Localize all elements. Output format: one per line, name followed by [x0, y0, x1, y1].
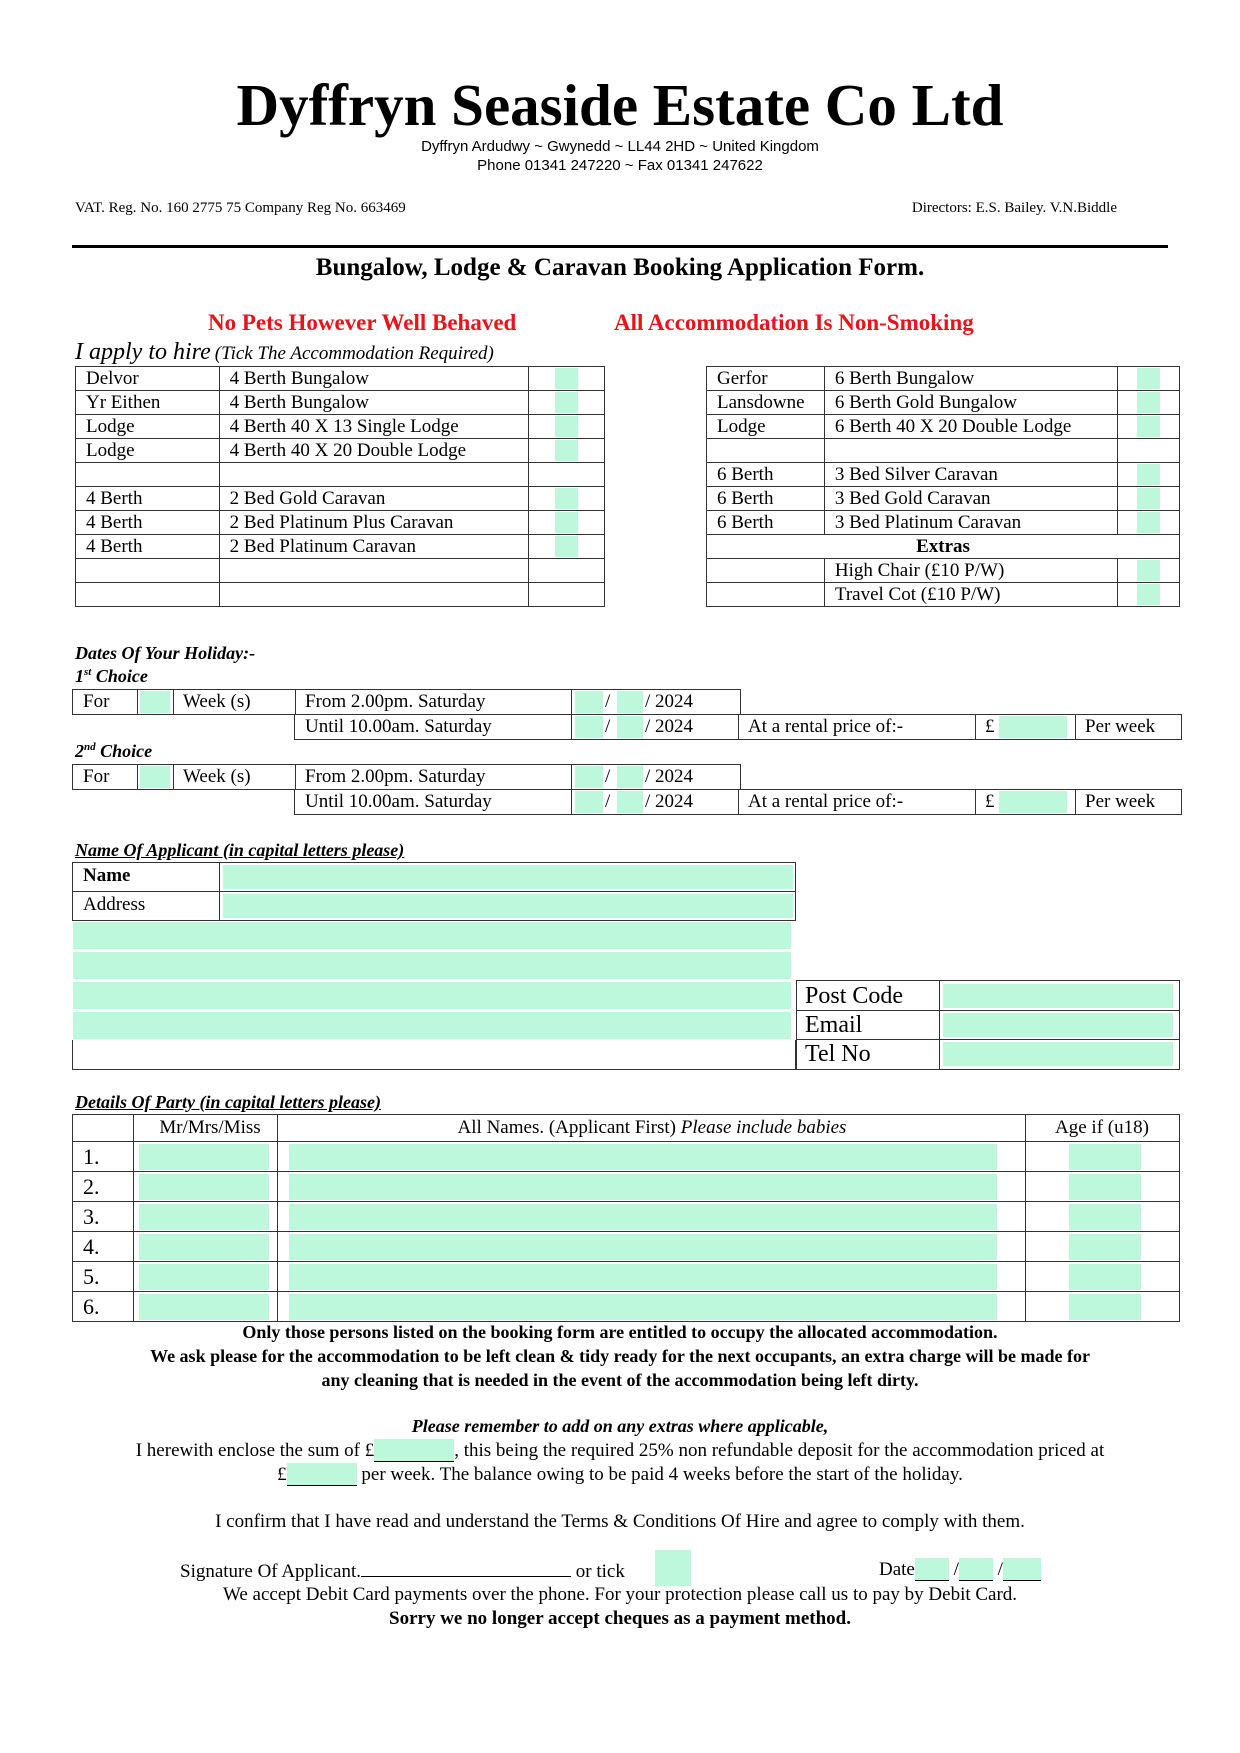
- debit-note: We accept Debit Card payments over the phone. For your protection please call us to pay by Debit Card.: [222, 1584, 1018, 1605]
- accommodation-type: [219, 583, 529, 607]
- accommodation-type: 4 Berth 40 X 13 Single Lodge: [219, 415, 529, 439]
- until-year: / 2024: [645, 716, 694, 737]
- price-amount-field[interactable]: [287, 1463, 357, 1486]
- accommodation-name: Gerfor: [707, 367, 825, 391]
- date-month-field[interactable]: [959, 1558, 993, 1581]
- party-title-field[interactable]: [139, 1294, 269, 1320]
- company-phone: Phone 01341 247220 ~ Fax 01341 247622: [477, 157, 763, 174]
- per-week-label: Per week: [1085, 791, 1156, 812]
- email-label: Email: [805, 1012, 863, 1038]
- party-name-field[interactable]: [289, 1234, 997, 1260]
- accommodation-row: [76, 439, 605, 463]
- party-age-field[interactable]: [1069, 1204, 1141, 1230]
- email-field[interactable]: [943, 1013, 1173, 1037]
- tick-cell[interactable]: [1118, 487, 1180, 511]
- postcode-label: Post Code: [805, 983, 904, 1009]
- party-row-number: 1.: [83, 1144, 100, 1169]
- party-age-field[interactable]: [1069, 1234, 1141, 1260]
- party-age-field[interactable]: [1069, 1174, 1141, 1200]
- party-row-number: 6.: [83, 1294, 100, 1319]
- hire-label: I apply to hire: [75, 339, 211, 365]
- col-title: Mr/Mrs/Miss: [159, 1117, 261, 1138]
- accommodation-type: 4 Berth 40 X 20 Double Lodge: [219, 439, 529, 463]
- accommodation-row: [707, 415, 1180, 439]
- accommodation-row: [707, 439, 1180, 463]
- accommodation-type: 3 Bed Platinum Caravan: [824, 511, 1118, 535]
- weeks-label: Week (s): [183, 691, 251, 712]
- accommodation-row: [76, 583, 605, 607]
- until-month-field[interactable]: [617, 791, 643, 813]
- accommodation-name: [707, 439, 825, 463]
- accommodation-type: 6 Berth Gold Bungalow: [824, 391, 1118, 415]
- date-year-field[interactable]: [1003, 1558, 1041, 1581]
- tick-box[interactable]: [555, 392, 578, 413]
- header-rule: [72, 245, 1168, 248]
- accommodation-row: [76, 487, 605, 511]
- party-title-field[interactable]: [139, 1204, 269, 1230]
- accommodation-name: 6 Berth: [707, 487, 825, 511]
- from-row: For Week (s) From 2.00pm. Saturday / / 2024: [72, 689, 741, 715]
- accommodation-row: [76, 511, 605, 535]
- extras-heading-row: [707, 535, 1180, 559]
- currency-label: £: [985, 716, 995, 737]
- until-month-field[interactable]: [617, 716, 643, 738]
- vat-reg: VAT. Reg. No. 160 2775 75 Company Reg No. 663469: [75, 200, 406, 216]
- party-age-field[interactable]: [1069, 1294, 1141, 1320]
- tick-cell[interactable]: [1118, 583, 1180, 607]
- address-label: Address: [83, 894, 146, 915]
- tick-box[interactable]: [1137, 488, 1160, 509]
- tick-box[interactable]: [1137, 392, 1160, 413]
- party-title-field[interactable]: [139, 1144, 269, 1170]
- address-field-5[interactable]: [73, 1012, 791, 1039]
- accommodation-type: 3 Bed Gold Caravan: [824, 487, 1118, 511]
- accommodation-name: Lodge: [76, 415, 220, 439]
- choice-label: 2nd Choice: [75, 741, 153, 761]
- until-label: Until 10.00am. Saturday: [305, 716, 492, 737]
- accommodation-row: [76, 559, 605, 583]
- tick-cell[interactable]: [1118, 415, 1180, 439]
- right-accommodation-table: [706, 366, 1180, 607]
- accommodation-type: 3 Bed Silver Caravan: [824, 463, 1118, 487]
- directors: Directors: E.S. Bailey. V.N.Biddle: [911, 200, 1117, 216]
- extras-type: High Chair (£10 P/W): [824, 559, 1118, 583]
- accommodation-type: 6 Berth 40 X 20 Double Lodge: [824, 415, 1118, 439]
- deposit-amount-field[interactable]: [374, 1439, 454, 1462]
- occupy-note: Only those persons listed on the booking form are entitled to occupy the allocated accommodation.: [242, 1322, 998, 1342]
- signature-line: Signature Of Applicant. or tick: [180, 1558, 625, 1583]
- company-address: Dyffryn Ardudwy ~ Gwynedd ~ LL44 2HD ~ United Kingdom: [421, 138, 819, 155]
- accommodation-row: [76, 391, 605, 415]
- until-day-field[interactable]: [575, 791, 603, 813]
- address-field-1[interactable]: [223, 894, 793, 918]
- accommodation-row: [707, 367, 1180, 391]
- weeks-label: Week (s): [183, 766, 251, 787]
- accommodation-type: [824, 439, 1118, 463]
- accommodation-name: Lansdowne: [707, 391, 825, 415]
- accommodation-name: 4 Berth: [76, 511, 220, 535]
- clean-note-1: We ask please for the accommodation to be left clean & tidy ready for the next occupants, an extra charge will be made for: [150, 1346, 1090, 1366]
- date-day-field[interactable]: [915, 1558, 949, 1581]
- col-age: Age if (u18): [1055, 1117, 1149, 1138]
- tick-cell[interactable]: [529, 439, 605, 463]
- applicant-heading: Name Of Applicant (in capital letters please): [75, 840, 405, 860]
- tick-box[interactable]: [1137, 416, 1160, 437]
- from-day-field[interactable]: [575, 766, 603, 788]
- accommodation-name: 4 Berth: [76, 535, 220, 559]
- tick-cell[interactable]: [1118, 391, 1180, 415]
- non-smoking-notice: All Accommodation Is Non-Smoking: [614, 310, 974, 335]
- party-age-field[interactable]: [1069, 1264, 1141, 1290]
- accommodation-row: [76, 535, 605, 559]
- accommodation-row: [76, 415, 605, 439]
- col-names: All Names. (Applicant First) Please include babies: [457, 1117, 847, 1138]
- hire-hint: (Tick The Accommodation Required): [214, 343, 494, 364]
- tick-box[interactable]: [555, 536, 578, 557]
- accommodation-type: [219, 463, 529, 487]
- tick-cell: [1118, 439, 1180, 463]
- until-row: Until 10.00am. Saturday / / 2024 At a rental price of:- £ Per week: [294, 789, 1182, 815]
- from-month-field[interactable]: [617, 766, 643, 788]
- extras-reminder: Please remember to add on any extras where applicable,: [411, 1416, 829, 1436]
- until-year: / 2024: [645, 791, 694, 812]
- postcode-field[interactable]: [943, 984, 1173, 1008]
- tick-cell: [529, 463, 605, 487]
- extras-row: [707, 559, 1180, 583]
- accommodation-type: 2 Bed Platinum Plus Caravan: [219, 511, 529, 535]
- tick-box[interactable]: [1137, 512, 1160, 533]
- tick-box[interactable]: [555, 416, 578, 437]
- tick-cell[interactable]: [529, 415, 605, 439]
- party-row-number: 2.: [83, 1174, 100, 1199]
- tick-box[interactable]: [1137, 368, 1160, 389]
- tick-box[interactable]: [555, 512, 578, 533]
- tick-cell[interactable]: [529, 535, 605, 559]
- tick-box[interactable]: [1137, 584, 1160, 605]
- left-accommodation-table: [75, 366, 605, 607]
- address-row-last: [72, 1040, 796, 1070]
- tick-box[interactable]: [555, 488, 578, 509]
- from-year: / 2024: [645, 766, 694, 787]
- from-row: For Week (s) From 2.00pm. Saturday / / 2024: [72, 764, 741, 790]
- from-label: From 2.00pm. Saturday: [305, 691, 486, 712]
- party-title-field[interactable]: [139, 1264, 269, 1290]
- signature-field[interactable]: [361, 1558, 571, 1577]
- date-line: Date / /: [879, 1558, 1041, 1581]
- accommodation-name: 6 Berth: [707, 463, 825, 487]
- price-line: £ per week. The balance owing to be paid 4 weeks before the start of the holiday.: [277, 1464, 963, 1485]
- from-month-field[interactable]: [617, 691, 643, 713]
- accommodation-name: [76, 463, 220, 487]
- party-name-field[interactable]: [289, 1204, 997, 1230]
- from-year: / 2024: [645, 691, 694, 712]
- tick-box[interactable]: [1137, 464, 1160, 485]
- name-label: Name: [83, 865, 131, 886]
- party-table: [72, 1114, 1180, 1322]
- until-row: Until 10.00am. Saturday / / 2024 At a rental price of:- £ Per week: [294, 714, 1182, 740]
- accommodation-name: [76, 583, 220, 607]
- currency-label: £: [985, 791, 995, 812]
- extras-name: [707, 559, 825, 583]
- from-label: From 2.00pm. Saturday: [305, 766, 486, 787]
- dates-heading: Dates Of Your Holiday:-: [75, 643, 256, 663]
- party-row-number: 5.: [83, 1264, 100, 1289]
- extras-heading: Extras: [707, 535, 1180, 559]
- tick-cell[interactable]: [529, 487, 605, 511]
- name-row: [72, 862, 796, 892]
- party-row-number: 4.: [83, 1234, 100, 1259]
- rental-label: At a rental price of:-: [748, 716, 904, 737]
- cheques-note: Sorry we no longer accept cheques as a payment method.: [389, 1608, 851, 1629]
- for-label: For: [83, 691, 110, 712]
- no-pets-notice: No Pets However Well Behaved: [208, 310, 517, 335]
- rental-label: At a rental price of:-: [748, 791, 904, 812]
- from-day-field[interactable]: [575, 691, 603, 713]
- accommodation-type: 2 Bed Platinum Caravan: [219, 535, 529, 559]
- party-name-field[interactable]: [289, 1144, 997, 1170]
- party-heading: Details Of Party (in capital letters please): [75, 1092, 381, 1112]
- per-week-label: Per week: [1085, 716, 1156, 737]
- rental-price-field[interactable]: [999, 791, 1067, 813]
- accommodation-name: Lodge: [76, 439, 220, 463]
- tel-label: Tel No: [805, 1041, 871, 1067]
- confirm-note: I confirm that I have read and understand the Terms & Conditions Of Hire and agree to comply with them.: [215, 1511, 1025, 1532]
- party-row-number: 3.: [83, 1204, 100, 1229]
- extras-type: Travel Cot (£10 P/W): [824, 583, 1118, 607]
- name-field[interactable]: [223, 865, 793, 889]
- clean-note-2: any cleaning that is needed in the event of the accommodation being left dirty.: [321, 1370, 919, 1390]
- signature-tick-box[interactable]: [655, 1550, 691, 1586]
- address-field-3[interactable]: [73, 952, 791, 979]
- address-field-4[interactable]: [73, 982, 791, 1009]
- extras-row: [707, 583, 1180, 607]
- accommodation-type: [219, 559, 529, 583]
- address-field-2[interactable]: [73, 922, 791, 949]
- tick-cell[interactable]: [1118, 511, 1180, 535]
- tick-cell[interactable]: [1118, 463, 1180, 487]
- accommodation-name: Lodge: [707, 415, 825, 439]
- tick-cell[interactable]: [1118, 367, 1180, 391]
- form-title: Bungalow, Lodge & Caravan Booking Application Form.: [315, 254, 925, 281]
- tick-cell[interactable]: [529, 391, 605, 415]
- tick-box[interactable]: [555, 440, 578, 461]
- tick-box[interactable]: [555, 368, 578, 389]
- party-title-field[interactable]: [139, 1234, 269, 1260]
- accommodation-row: [76, 463, 605, 487]
- enclose-line: I herewith enclose the sum of £ , this being the required 25% non refundable deposit for the accommodation priced at: [135, 1440, 1105, 1461]
- extras-name: [707, 583, 825, 607]
- accommodation-type: 4 Berth Bungalow: [219, 367, 529, 391]
- accommodation-name: [76, 559, 220, 583]
- accommodation-row: [707, 511, 1180, 535]
- until-label: Until 10.00am. Saturday: [305, 791, 492, 812]
- accommodation-name: Yr Eithen: [76, 391, 220, 415]
- accommodation-name: 6 Berth: [707, 511, 825, 535]
- address-row: [72, 892, 796, 921]
- party-title-field[interactable]: [139, 1174, 269, 1200]
- accommodation-row: [707, 463, 1180, 487]
- tick-cell: [529, 583, 605, 607]
- company-name: Dyffryn Seaside Estate Co Ltd: [236, 72, 1004, 138]
- tel-field[interactable]: [943, 1042, 1173, 1066]
- hire-heading: [75, 339, 494, 366]
- weeks-field[interactable]: [140, 766, 170, 788]
- accommodation-row: [707, 487, 1180, 511]
- choice-label: 1st Choice: [75, 666, 148, 686]
- until-day-field[interactable]: [575, 716, 603, 738]
- for-label: For: [83, 766, 110, 787]
- accommodation-row: [707, 391, 1180, 415]
- tick-cell[interactable]: [1118, 559, 1180, 583]
- tick-cell[interactable]: [529, 511, 605, 535]
- party-name-field[interactable]: [289, 1264, 997, 1290]
- contact-box: [796, 980, 1180, 1070]
- rental-price-field[interactable]: [999, 716, 1067, 738]
- accommodation-type: 4 Berth Bungalow: [219, 391, 529, 415]
- weeks-field[interactable]: [140, 691, 170, 713]
- accommodation-name: 4 Berth: [76, 487, 220, 511]
- tick-cell[interactable]: [529, 367, 605, 391]
- tick-cell: [529, 559, 605, 583]
- accommodation-type: 6 Berth Bungalow: [824, 367, 1118, 391]
- accommodation-type: 2 Bed Gold Caravan: [219, 487, 529, 511]
- party-name-field[interactable]: [289, 1174, 997, 1200]
- party-age-field[interactable]: [1069, 1144, 1141, 1170]
- party-name-field[interactable]: [289, 1294, 997, 1320]
- tick-box[interactable]: [1137, 560, 1160, 581]
- accommodation-row: [76, 367, 605, 391]
- accommodation-name: Delvor: [76, 367, 220, 391]
